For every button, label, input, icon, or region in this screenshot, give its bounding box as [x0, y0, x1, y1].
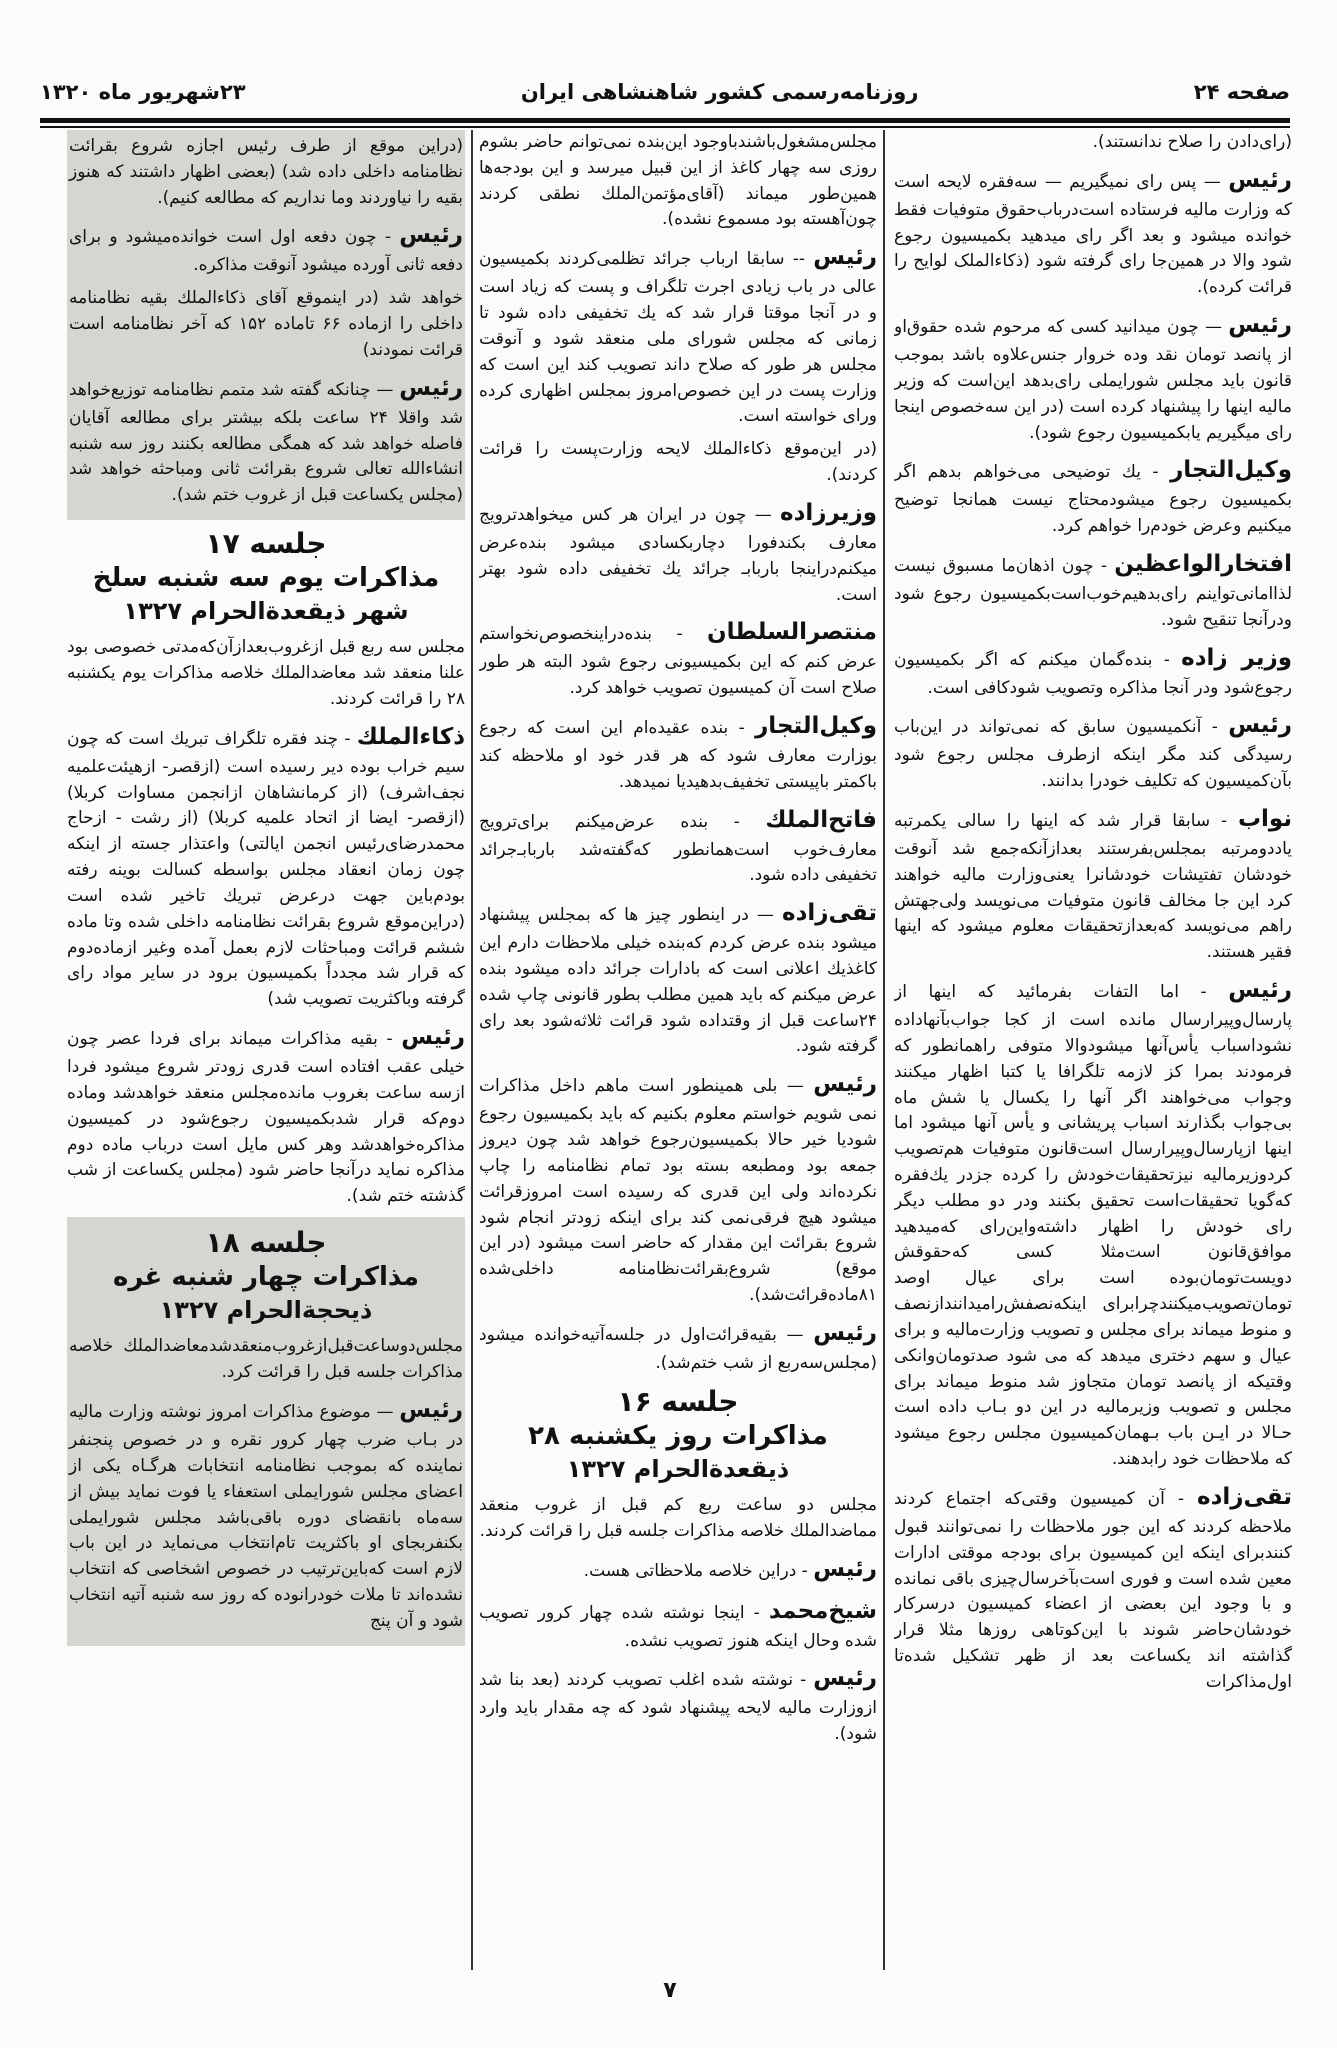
speaker-name: فاتح‌الملك	[765, 806, 877, 833]
session-title: جلسه ۱۷	[205, 527, 327, 561]
speaker-name: نواب	[1237, 805, 1292, 832]
speech-text: — پس رای نمیگیریم — سه‌فقره لایحه است که وزارت مالیه فرستاده است‌در‌باب‌حقوق متوفیات فقط خوانده میشود و بعد اگر رای میدهید بکمیسیون رجوع شود والا در همین‌جا رای گرفته شود (ذکاءالملک لوایح را قرائت کرده).	[894, 171, 1292, 298]
speaker-name: وکیل‌التجار	[1170, 457, 1292, 484]
paragraph: مجلس‌دوساعت‌قبل‌ازغروب‌منعقدشد‌معاضدالملك خلاصه مذاکرات جلسه قبل را قرائت کرد.	[69, 1336, 463, 1383]
session-subtitle: مذاکرات چهار شنبه غره	[113, 1262, 419, 1293]
paragraph: مجلس دو ساعت ربع کم قبل از غروب منعقد مماضدالملك خلاصه مذاکرات جلسه قبل را قرائت کردند.	[479, 1494, 877, 1541]
speech-text: — در اینطور چیز ها که بمجلس پیشنهاد میشود بنده عرض کردم که‌بنده خیلی ملاحظات دارم این کاغذیك اعلانی است که بادارات جرائد داده میشود بنده عرض میکنم که باید همین مطلب بطور قانونی چاپ شده ۲۴ساعت قبل از وقتداده شود قرائت ثلاثه‌شود بعد رای گرفته شود.	[479, 905, 877, 1057]
speaker-name: ذکاءالملك	[356, 723, 465, 750]
speech-text: - بقیه مذاکرات میماند برای فردا عصر چون خیلی عقب افتاده است قدری زودتر شروع میشود فردا ازسه ساعت بغروب مانده‌مجلس منعقد خواهدشد وماده دوم‌که قرار شدبکمیسیون رجوع‌شود در کمیسیون مذاکره‌خواهدشد وهر کس مایل است درباب ماده دوم مذاکره نماید درآنجا حاضر شود (مجلس یکساعت از شب گذشته ختم شد).	[67, 1029, 465, 1207]
speaker-name: رئیس	[399, 222, 464, 249]
speech-text: - دراین خلاصه ملاحظاتی هست.	[583, 1560, 808, 1581]
paragraph	[479, 1594, 877, 1655]
session-title: جلسه ۱۸	[205, 1226, 327, 1260]
speaker-name: رئیس	[813, 1071, 877, 1098]
speech-text: — چون در ایران هر کس میخواهد‌ترویج معارف بکند‌فورا دچاربکسادی میشود بنده‌عرض میکنم‌دراینجا باربابـ جرائد یك تخفیفی داده شود بهتر است.	[479, 504, 877, 605]
paragraph	[479, 615, 877, 702]
header-newspaper-title: روزنامه‌رسمی کشور شاهنشاهی ایران	[520, 80, 919, 104]
speaker-name: رئیس	[399, 374, 463, 401]
speech-text: - چون دفعه اول است خوانده‌میشود و برای دفعه ثانی آورده میشود آنوقت مذاکره.	[69, 227, 463, 276]
speech-text: - نوشته شده اغلب تصویب کردند (بعد بنا شد ازوزارت مالیه لایحه پیشنهاد شود که چه مقدار باید وارد شود).	[479, 1670, 877, 1745]
speech-text: - بنده‌دراینخصوص‌نخواستم عرض کنم که این بکمیسیونی رجوع شود البته هر طور صلاح است آن کمیسیون تصویب خواهد کرد.	[479, 624, 877, 699]
paragraph	[479, 803, 877, 890]
session-17-heading	[67, 526, 465, 627]
paragraph	[67, 1020, 465, 1210]
header-date: ۲۳شهریور ماه ۱۳۲۰	[40, 80, 246, 104]
speaker-name: منتصر‌السلطان	[707, 619, 877, 646]
session-date: شهر ذیقعدةالحرام ۱۳۲۷	[123, 597, 409, 626]
speech-text: — موضوع مذاکرات امروز نوشته وزارت مالیه در بـاب ضرب چهار کرور نقره و در خصوص پنجنفر نماینده که بموجب نظامنامه انتخابات هرگـاه یکی از اعضای مجلس شورایملی استعفاء یا فوت نماید بیش از سه‌ماه بانقضای دوره باقی‌باشد مجلس شورایملی بکنفر‌بجای او باکثریت تام‌انتخاب می‌نماید در این باب لازم است که‌باین‌ترتیب در خصوص اشخاصی که انتخاب نشده‌اند تا ملات خودرانوده که روز سه شنبه آتیه انتخاب شود و آن پنج	[69, 1402, 463, 1631]
speech-text: -- سابقا ارباب جرائد تظلمی‌کردند بکمیسیون عالی در باب زیادی اجرت تلگراف و پست که زیاد است و در آنجا موقتا قرار شد که یك تخفیفی داده شود تا زمانی که مجلس شورای ملی منعقد شود و آنوقت مجلس هر طور که صلاح داند تصویب کند این است که وزارت پست در این خصوص‌امروز بمجلس اظهاری کرده ورای خواسته است.	[479, 249, 877, 427]
speaker-name: رئیس	[1228, 712, 1292, 739]
session-16-heading	[479, 1384, 877, 1485]
speaker-name: وزیرزاده	[780, 499, 877, 526]
session-date: ذیحجةالحرام ۱۳۲۷	[159, 1296, 373, 1325]
column-right	[894, 130, 1292, 1970]
speech-text: - یك توضیحی می‌خواهم بدهم اگر بکمیسیون رجوع میشود‌محتاج نیست همانجا توضیح میکنیم وعرض خودم‌را خواهم کرد.	[894, 462, 1292, 537]
paragraph	[894, 708, 1292, 795]
speaker-name: رئیس	[813, 1555, 877, 1582]
paragraph	[894, 453, 1292, 540]
paragraph: (رای‌دادن را صلاح ندانستند).	[1092, 132, 1292, 152]
paragraph	[69, 371, 463, 509]
speech-text: - سابقا قرار شد که اینها را سالی یکمرتبه یاددومرتبه بمجلس‌بفرستند بعدازآنکه‌جمع شد آنوقت خودشان تفتیشات خودشانرا یعنی‌وزارت مالیه خواهند کرد این جا مخالف قانون متوفیات می‌نویسد ولی‌جهتش راهم می‌نویسد که‌بعدازتحقیقات معلوم میشود که اینها فقیر هستند.	[894, 810, 1292, 963]
paragraph: (در این‌موقع ذکاءالملك لایحه وزارت‌پست را قرائت کردند).	[479, 439, 877, 486]
speaker-name: وزیر زاده	[1181, 644, 1292, 671]
paragraph	[479, 240, 877, 430]
column-divider	[883, 130, 885, 1970]
speaker-name: رئیس	[813, 1319, 877, 1346]
shaded-block	[67, 1217, 465, 1646]
speaker-name: رئیس	[813, 1665, 877, 1692]
speaker-name: رئیس	[401, 1024, 465, 1051]
header-rule	[40, 118, 1290, 123]
session-date: ذیقعدةالحرام ۱۳۲۷	[566, 1454, 790, 1483]
header-page-label: صفحه ۲۴	[1193, 80, 1290, 104]
speech-text: — بقیه‌قرائت‌اول در جلسه‌آتیه‌خوانده میشود (مجلس‌سه‌ربع از شب ختم‌شد).	[479, 1324, 877, 1373]
speech-text: - اینجا نوشته شده چهار کرور تصویب شده وحال اینکه هنوز تصویب نشده.	[479, 1602, 877, 1651]
speech-text: — بلی همینطور است ماهم داخل مذاکرات نمی شویم خواستم معلوم بکنیم که باید بکمیسیون رجوع شودیا خیر حالا بکمیسیون‌رجوع خواهد شد چون دیروز جمعه بود ومطبعه بسته بود تمام نظامنامه را چاپ نکرده‌اند ولی این قدری که رسیده است امروزقرائت میشود هیچ فرقی‌نمی کند برای اینکه زودتر انجام شود شروع بقرائت این مقدار که حاضر است میشود (در این موقع) شروع‌بقرائت‌نظامنامه داخلی‌شده ۸۱ماده‌قرائت‌شد).	[479, 1076, 877, 1305]
paragraph	[69, 218, 463, 279]
paragraph	[479, 1316, 877, 1377]
paragraph: مجلس‌مشغول‌باشند‌باوجود این‌بنده نمی‌توانم حاضر بشوم روزی سه چهار کاغذ از این قبیل میرسد و این بودجه‌ها همین‌طور میماند (آقای‌مؤتمن‌الملك نطقی کردند چون‌آهسته بود مسموع نشده).	[479, 132, 877, 230]
speaker-name: تقی‌زاده	[1197, 1483, 1292, 1510]
paragraph	[894, 163, 1292, 301]
speech-text: - بنده‌گمان میکنم که اگر بکمیسیون رجوع‌شود ودر آنجا مذاکره وتصویب شودکافی است.	[894, 649, 1292, 698]
paragraph	[479, 496, 877, 608]
paragraph	[894, 308, 1292, 446]
speaker-name: رئیس	[399, 1397, 463, 1424]
paragraph	[479, 896, 877, 1060]
paragraph	[479, 1552, 877, 1587]
session-subtitle: مذاکرات یوم سه شنبه سلخ	[92, 563, 440, 594]
paragraph	[894, 1480, 1292, 1696]
paragraph	[479, 1067, 877, 1309]
speaker-name: رئیس	[1228, 166, 1292, 193]
speech-text: - چند فقره تلگراف تبریك است که چون سیم خراب بوده دیر رسیده است (ازقصر- ازهیئت‌علمیه نجف‌اشرف) (از کرمانشاهان ازانجمن مساوات کربلا) (ازقصر- ایضا از اتحاد علمیه کربلا) (از رشت - ازحاج محمدرضای‌رئیس انجمن ایالتی) واعتذار جسته از اینکه چون زمان انعقاد مجلس بواسطه کسالت بوینه رفته بودم‌باین جهت درعرض تبریك تاخیر شده است (دراین‌موقع شروع بقرائت نظامنامه داخلی شده وتا ماده ششم قرائت ومباحثات لازم بعمل آمده وغیر ازماده‌دوم که قرار شد مجدداً بکمیسیون برود در سایر مواد رای گرفته وباکثریت تصویب شد)	[67, 728, 465, 1010]
speech-text: - آنکمیسیون سابق که نمی‌تواند در این‌باب رسید‌گی کند مگر اینکه ازطرف مجلس رجوع شود بآن‌کمیسیون که تکلیف خودرا بدانند.	[894, 717, 1292, 792]
speaker-name: وکیل‌التجار	[755, 712, 877, 739]
speaker-name: شیخ‌محمد	[768, 1597, 877, 1624]
shaded-block	[67, 130, 465, 520]
speaker-name: تقی‌زاده	[782, 900, 877, 927]
speech-text: - اما التفات بفرمائید که اینها از پارسال‌وپیرارسال مانده است از کجا جواب‌بآنهاداده نشود‌اسباب یأس‌آنها میشودوالا متوفی راهمانطور که فرمودند بمرا کز لازمه تلگرافا یا کتبا اظهار میکنند وجواب می‌خواهند اگر آنها را یکسال یا شش ماه بی‌جواب بگذارند اسباب پریشانی و یأس آنها میشود اما اینها ازپارسال‌وپیرارسال است‌قانون متوفیات هم‌تصویب کردوزیرمالیه نیزتحقیقات‌خودش را کرده جزدر یك‌فقره که‌گویا تحقیقات‌است تحقیق بکنند ودر دو مطلب دیگر رای خودش را اظهار داشته‌واین‌رای که‌میدهید موافق‌قانون است‌مثلا کسی که‌حقوقش دویست‌تومان‌بوده است برای عیال اوصد تومان‌تصویب‌میکنند‌چرابرای اینکه‌نصفش‌رامیدانند‌ازنصف و منوط میماند برای مجلس و تصویب وزارت‌مالیه و برای عیال و سهم دختری میدهد که می شود صدتومان‌وانکی وقتیکه از پانصد تومان متجاوز شد منوط میماند برای مجلس و تصویب وزیرمالیه در این دو بـاب داده است حـالا در ایـن باب بـهمان‌کمیسیون مجلس رجوع میشود که ملاحظات خود رابدهند.	[894, 982, 1292, 1470]
speaker-name: رئیس	[1228, 312, 1292, 339]
speech-text: - بنده عرض‌میکنم برای‌ترویج معارف‌خوب است‌همانطور که‌گفته‌شد باربابـ‌جرائد تخفیفی داده شود.	[479, 811, 877, 886]
speaker-name: افتخارالواعظین	[1114, 550, 1292, 577]
paragraph	[894, 641, 1292, 702]
session-subtitle: مذاکرات روز یکشنبه ۲۸	[528, 1421, 828, 1451]
paragraph: (دراین موقع از طرف رئیس اجازه شروع بقرائت نظامنامه داخلی داده شد) (بعضی اظهار داشتند که هنوز بقیه را نیاوردند وما نداریم که مطالعه کنیم).	[69, 136, 463, 208]
speech-text: - چون اذهان‌ما مسبوق نیست لذا‌امانی‌تواینم رای‌بدهیم‌خوب‌است‌بکمیسیون رجوع شود ودرآنجا تنقیح شود.	[894, 555, 1292, 630]
speech-text: - آن کمیسیون وقتی‌که اجتماع کردند ملاحظه کردند که این جور ملاحظات را نمی‌توانند قبول کنندبرای اینکه این کمیسیون برای بودجه موقتی ادارات معین شده است و فوری است‌بآخرسال‌چیزی باقی نمانده و با وجود این بعضی از اعضاء کمیسیون درسرکار خودشان‌حاضر شوند با این‌کوتاهی روزها مثلا قرار گذاشته اند یکساعت بعد از ظهر تشکیل شده‌تا اول‌مذاکرات	[894, 1488, 1292, 1692]
paragraph	[894, 547, 1292, 634]
speaker-name: رئیس	[1228, 977, 1292, 1004]
speaker-name: رئیس	[813, 244, 877, 271]
column-divider	[471, 130, 473, 1970]
column-left	[67, 130, 465, 1970]
paragraph	[479, 709, 877, 796]
paragraph	[69, 1393, 463, 1635]
paragraph	[67, 720, 465, 1013]
paragraph	[479, 1661, 877, 1748]
column-middle	[479, 130, 877, 1970]
speech-text: — چون میدانید کسی که مرحوم شده حقوق‌او از پانصد تومان نقد وده خروار جنس‌علاوه باشد بموجب قانون باید مجلس شورایملی رای‌بدهد این‌است که وزیر مالیه اینها را پیشنهاد کرده است (در این سه‌خصوص اینجا رای میگیریم یا‌بکمیسیون رجوع شود).	[894, 317, 1292, 443]
page-number: ۷	[663, 1978, 677, 2003]
session-18-heading	[69, 1225, 463, 1326]
paragraph: مجلس سه ربع قبل از‌غروب‌بعدازآن‌که‌مدتی خصوصی بود علنا منعقد شد معاضد‌الملك خلاصه مذاکرات یوم یکشنبه ۲۸ را قرائت کردند.	[67, 637, 465, 710]
paragraph	[894, 973, 1292, 1473]
speech-text: - بنده عقیده‌ام این است که رجوع بوزارت معارف شود که هر قدر خود او ملاحظه کند با‌کمتر باپیستی تخفیف‌بدهید‌یا نمیدهد.	[479, 717, 877, 792]
header-rule-thin	[40, 126, 1290, 128]
paragraph: خواهد شد (در اینموقع آقای ذکاءالملك بقیه نظامنامه داخلی را ازماده ۶۶ تاماده ۱۵۲ که آخر نظامنامه است قرائت نمودند)	[69, 288, 463, 360]
page-header	[40, 72, 1290, 112]
speech-text: — چنانکه گفته شد متمم نظامنامه توزیع‌خواهد شد واقلا ۲۴ ساعت بلکه بیشتر برای مطالعه آقایان فاصله خواهد شد که همگی مطالعه بکنند روز سه شنبه انشاءالله تعالی شروع بقرائت ثانی ومباحثه خواهد شد (مجلس یکساعت قبل از غروب ختم شد).	[69, 379, 464, 506]
paragraph	[894, 802, 1292, 966]
session-title: جلسه ۱۶	[617, 1384, 739, 1418]
